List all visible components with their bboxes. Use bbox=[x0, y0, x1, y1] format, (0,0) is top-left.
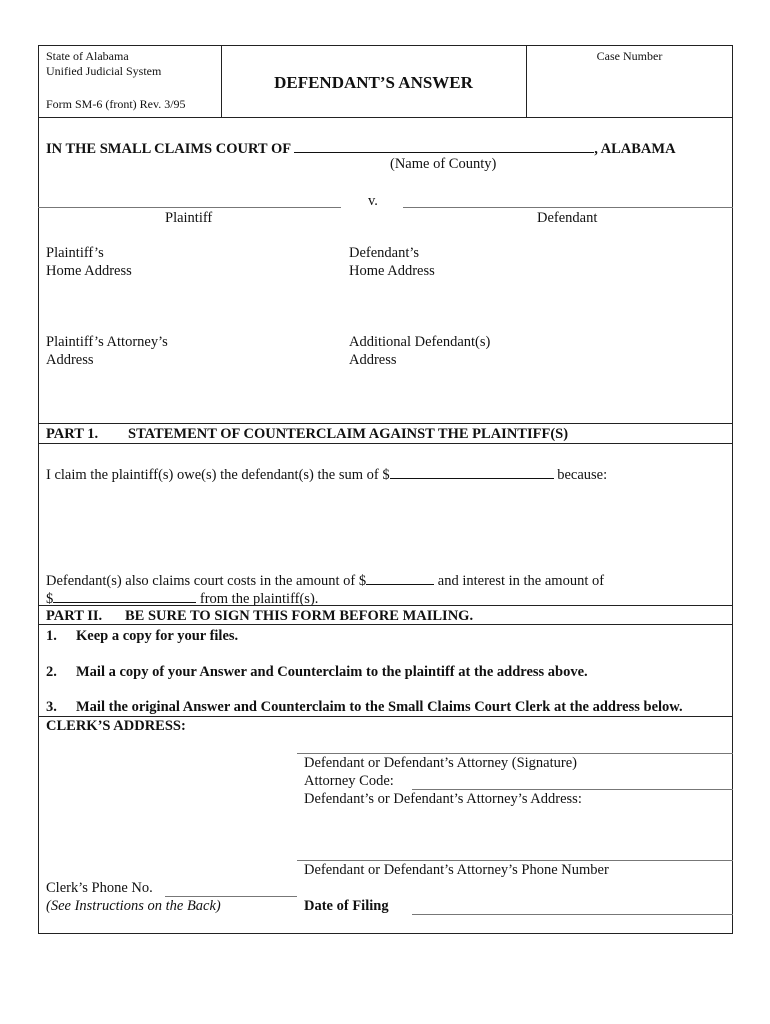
court-costs-field[interactable] bbox=[366, 570, 434, 585]
plaintiff-caption: Plaintiff bbox=[165, 210, 213, 226]
attorney-code-label: Attorney Code: bbox=[304, 773, 394, 789]
interest-dollar: $ bbox=[46, 591, 54, 607]
date-of-filing-field[interactable] bbox=[412, 914, 733, 915]
part2-top-rule bbox=[38, 605, 733, 606]
county-caption: (Name of County) bbox=[390, 156, 497, 172]
form-number: Form SM-6 (front) Rev. 3/95 bbox=[46, 97, 186, 111]
additional-defendant-label-2: Address bbox=[349, 352, 397, 368]
versus-label: v. bbox=[368, 193, 378, 209]
defendant-caption: Defendant bbox=[537, 210, 598, 226]
clerk-phone-label: Clerk’s Phone No. bbox=[46, 880, 153, 896]
instruction-1-text: Keep a copy for your files. bbox=[76, 628, 239, 644]
additional-defendant-label-1: Additional Defendant(s) bbox=[349, 334, 491, 350]
claim-prefix: I claim the plaintiff(s) owe(s) the defendant(s) the sum of $ bbox=[46, 467, 390, 483]
instruction-3-text: Mail the original Answer and Counterclaim to the Small Claims Court Clerk at the address below. bbox=[76, 699, 683, 715]
case-number-label: Case Number bbox=[596, 49, 663, 63]
header-bottom-rule bbox=[38, 117, 733, 118]
clerk-phone-field[interactable] bbox=[165, 896, 297, 897]
defendant-home-label-1: Defendant’s bbox=[349, 245, 420, 261]
court-suffix: , ALABAMA bbox=[594, 141, 676, 157]
part1-number: PART 1. bbox=[46, 426, 99, 442]
defendant-phone-label: Defendant or Defendant’s Attorney’s Phone Number bbox=[304, 862, 609, 878]
costs-prefix: Defendant(s) also claims court costs in the amount of $ bbox=[46, 573, 367, 589]
part1-top-rule bbox=[38, 423, 733, 424]
instructions-note: (See Instructions on the Back) bbox=[46, 898, 221, 914]
plaintiff-home-label-2: Home Address bbox=[46, 263, 132, 279]
court-prefix: IN THE SMALL CLAIMS COURT OF bbox=[46, 141, 291, 157]
signature-label: Defendant or Defendant’s Attorney (Signature) bbox=[304, 755, 577, 771]
attorney-code-field[interactable] bbox=[412, 789, 733, 790]
plaintiff-attorney-label-2: Address bbox=[46, 352, 94, 368]
part1-heading: STATEMENT OF COUNTERCLAIM AGAINST THE PLAINTIFF(S) bbox=[128, 426, 569, 442]
defendant-home-label-2: Home Address bbox=[349, 263, 435, 279]
interest-amount-field[interactable] bbox=[53, 588, 196, 603]
clerk-section-rule bbox=[38, 716, 733, 717]
claim-amount-field[interactable] bbox=[390, 464, 554, 479]
claim-line bbox=[46, 464, 607, 484]
part2-number: PART II. bbox=[46, 608, 103, 624]
plaintiff-name-field[interactable] bbox=[38, 207, 341, 208]
plaintiff-home-label-1: Plaintiff’s bbox=[46, 245, 104, 261]
defendant-name-field[interactable] bbox=[403, 207, 733, 208]
county-name-field[interactable] bbox=[294, 138, 594, 153]
part2-heading: BE SURE TO SIGN THIS FORM BEFORE MAILING. bbox=[125, 608, 474, 624]
part1-bottom-rule bbox=[38, 443, 733, 444]
form-title: DEFENDANT’S ANSWER bbox=[274, 73, 473, 92]
clerk-address-heading: CLERK’S ADDRESS: bbox=[46, 718, 186, 734]
signature-line[interactable] bbox=[297, 753, 733, 754]
instruction-2-number: 2. bbox=[46, 664, 57, 680]
costs-middle: and interest in the amount of bbox=[437, 573, 605, 589]
costs-line bbox=[46, 570, 604, 590]
state-line: State of Alabama bbox=[46, 49, 129, 63]
claim-suffix: because: bbox=[557, 467, 608, 483]
system-line: Unified Judicial System bbox=[46, 64, 162, 78]
date-of-filing-label: Date of Filing bbox=[304, 898, 389, 914]
part2-bottom-rule bbox=[38, 624, 733, 625]
defendant-address-label: Defendant’s or Defendant’s Attorney’s Address: bbox=[304, 791, 582, 807]
plaintiff-attorney-label-1: Plaintiff’s Attorney’s bbox=[46, 334, 168, 350]
court-line bbox=[46, 138, 676, 158]
instruction-1-number: 1. bbox=[46, 628, 57, 644]
phone-number-line[interactable] bbox=[297, 860, 733, 861]
instruction-2-text: Mail a copy of your Answer and Counterclaim to the plaintiff at the address above. bbox=[76, 664, 588, 680]
instruction-3-number: 3. bbox=[46, 699, 57, 715]
interest-suffix: from the plaintiff(s). bbox=[199, 591, 319, 607]
